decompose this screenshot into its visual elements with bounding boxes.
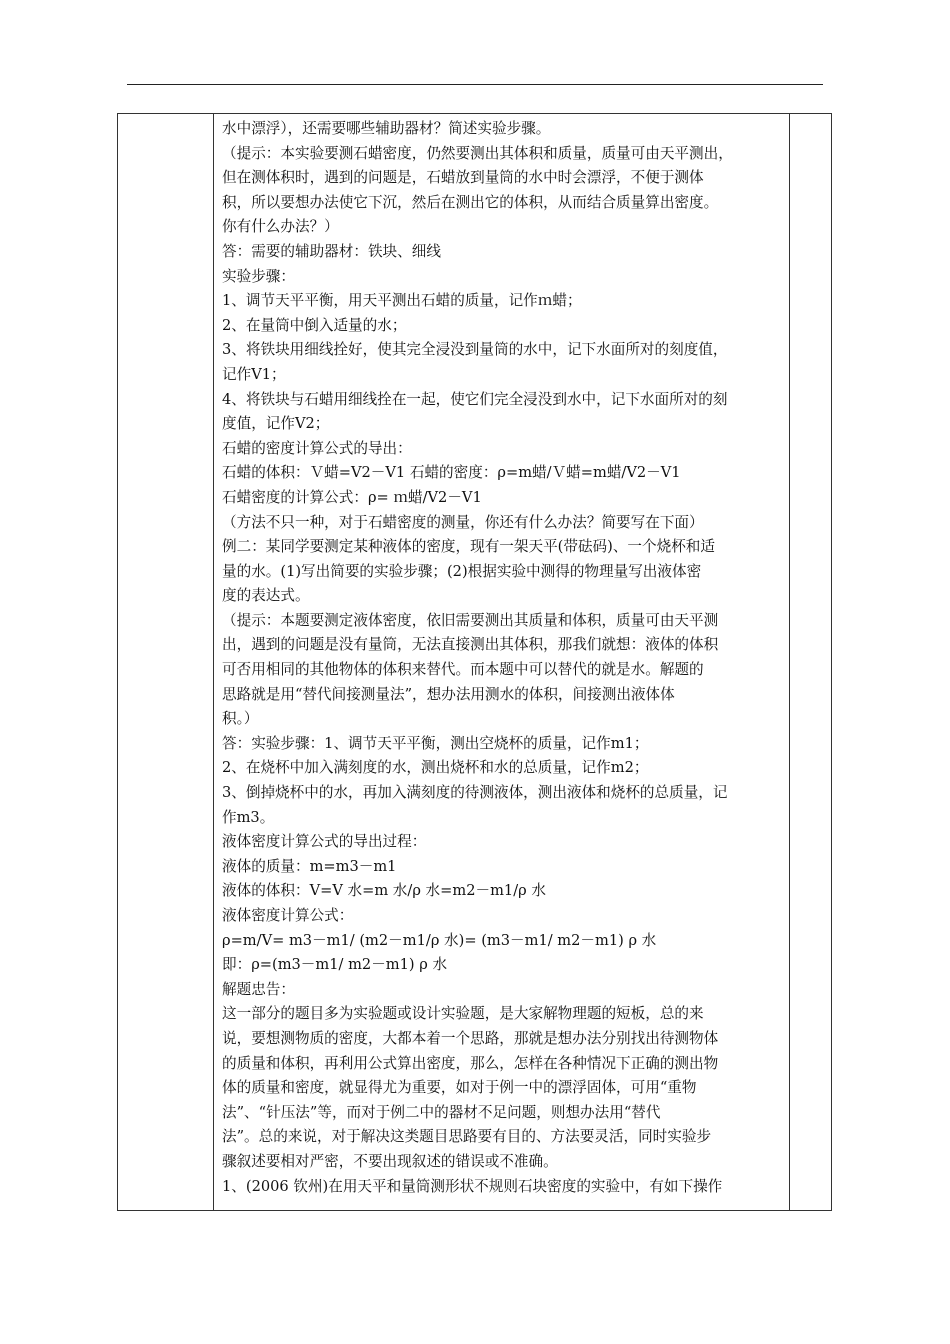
- text-line: 即：ρ=(m3－m1/ m2－m1) ρ 水: [222, 956, 448, 974]
- text-line: 液体的质量：m=m3－m1: [222, 857, 397, 875]
- text-line: 可否用相同的其他物体的体积来替代。而本题中可以替代的就是水。解题的: [222, 661, 704, 679]
- text-line: （提示：本题要测定液体密度，依旧需要测出其质量和体积，质量可由天平测: [222, 611, 719, 629]
- content-cell: [222, 117, 787, 1199]
- text-line: （提示：本实验要测石蜡密度，仍然要测出其体积和质量，质量可由天平测出，: [222, 144, 733, 162]
- text-line: 法”。总的来说，对于解决这类题目思路要有目的、方法要灵活，同时实验步: [222, 1128, 712, 1146]
- text-line: 度值，记作V2；: [222, 415, 330, 433]
- text-line: 石蜡的体积：Ｖ蜡=V2－V1 石蜡的密度：ρ=m蜡/Ｖ蜡=m蜡/V2－V1: [222, 464, 681, 482]
- text-line: 记作V1；: [222, 365, 286, 383]
- text-line: 你有什么办法？）: [222, 218, 339, 236]
- text-line: 实验步骤：: [222, 267, 295, 285]
- text-line: 法”、“针压法”等，而对于例二中的器材不足问题，则想办法用“替代: [222, 1103, 661, 1121]
- text-line: 1、调节天平平衡，用天平测出石蜡的质量，记作ｍ蜡；: [222, 292, 582, 310]
- right-column-divider: [789, 114, 790, 1210]
- text-line: 2、在量筒中倒入适量的水；: [222, 316, 407, 334]
- text-line: 石蜡的密度计算公式的导出：: [222, 439, 412, 457]
- text-line: 出，遇到的问题是没有量筒，无法直接测出其体积，那我们就想：液体的体积: [222, 636, 719, 654]
- text-line: 石蜡密度的计算公式：ρ= ｍ蜡/V2－V1: [222, 488, 482, 506]
- text-line: 答：需要的辅助器材：铁块、细线: [222, 242, 441, 260]
- text-line: 作m3。: [222, 808, 275, 826]
- text-line: 这一部分的题目多为实验题或设计实验题，是大家解物理题的短板，总的来: [222, 1005, 704, 1023]
- text-line: 积。）: [222, 710, 259, 728]
- text-line: 体的质量和密度，就显得尤为重要，如对于例一中的漂浮固体，可用“重物: [222, 1079, 697, 1097]
- text-line: 3、倒掉烧杯中的水，再加入满刻度的待测液体，测出液体和烧杯的总质量，记: [222, 784, 728, 802]
- text-line: 3、将铁块用细线拴好，使其完全浸没到量筒的水中，记下水面所对的刻度值，: [222, 341, 728, 359]
- text-line: 例二：某同学要测定某种液体的密度，现有一架天平(带砝码)、一个烧杯和适: [222, 538, 715, 556]
- text-line: 液体密度计算公式的导出过程：: [222, 833, 427, 851]
- text-line: （方法不只一种，对于石蜡密度的测量，你还有什么办法？简要写在下面）: [222, 513, 704, 531]
- text-line: 水中漂浮），还需要哪些辅助器材？简述实验步骤。: [222, 120, 551, 137]
- text-line: 2、在烧杯中加入满刻度的水，测出烧杯和水的总质量，记作m2；: [222, 759, 649, 777]
- header-rule: [127, 84, 823, 85]
- text-line: 解题忠告：: [222, 980, 295, 998]
- text-line: 骤叙述要相对严密，不要出现叙述的错误或不准确。: [222, 1152, 558, 1170]
- text-line: 思路就是用“替代间接测量法”，想办法用测水的体积，间接测出液体体: [222, 685, 675, 703]
- text-line: 1、(2006 钦州)在用天平和量筒测形状不规则石块密度的实验中，有如下操作: [222, 1177, 723, 1195]
- text-line: 液体的体积：V=V 水=m 水/ρ 水=m2－m1/ρ 水: [222, 882, 546, 900]
- document-table: [117, 113, 832, 1211]
- text-line: 量的水。(1)写出简要的实验步骤；(2)根据实验中测得的物理量写出液体密: [222, 562, 702, 580]
- text-line: 但在测体积时，遇到的问题是，石蜡放到量筒的水中时会漂浮，不便于测体: [222, 169, 704, 187]
- text-line: 液体密度计算公式：: [222, 907, 354, 924]
- text-line: 的质量和体积，再利用公式算出密度，那么，怎样在各种情况下正确的测出物: [222, 1054, 719, 1072]
- text-line: 答：实验步骤：1、调节天平平衡，测出空烧杯的质量，记作m1；: [222, 734, 649, 752]
- text-line: ρ=m/V= m3－m1/ (m2－m1/ρ 水)= (m3－m1/ m2－m1) ρ 水: [222, 931, 657, 949]
- text-line: 4、将铁块与石蜡用细线拴在一起，使它们完全浸没到水中，记下水面所对的刻: [222, 390, 728, 408]
- left-column-divider: [213, 114, 214, 1210]
- text-line: 积，所以要想办法使它下沉，然后在测出它的体积，从而结合质量算出密度。: [222, 193, 719, 211]
- text-line: 说，要想测物质的密度，大都本着一个思路，那就是想办法分别找出待测物体: [222, 1029, 719, 1047]
- text-line: 度的表达式。: [222, 587, 310, 605]
